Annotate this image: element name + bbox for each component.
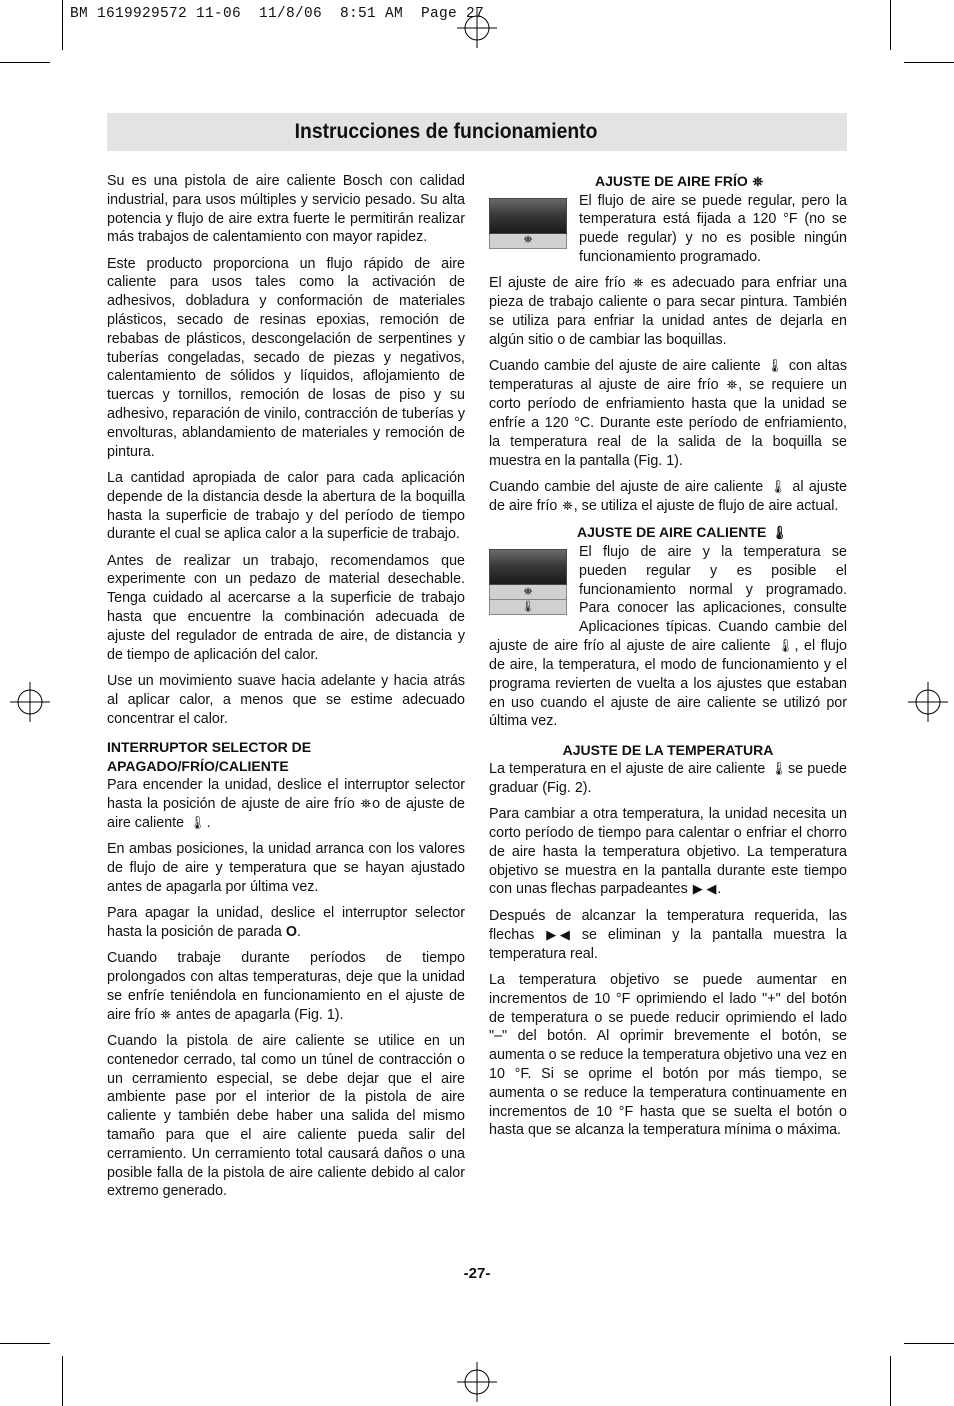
- print-slug: BM 1619929572 11-06 11/8/06 8:51 AM Page 27: [70, 6, 485, 22]
- paragraph: Cuando cambie del ajuste de aire caliente 🌡 al ajuste de aire frío ⛯, se utiliza el ajuste de flujo de aire actual.: [489, 478, 847, 515]
- display-mode-band: [489, 600, 567, 615]
- crop-mark: [904, 1343, 954, 1344]
- paragraph: La temperatura en el ajuste de aire caliente 🌡se puede graduar (Fig. 2).: [489, 761, 847, 796]
- fan-icon: ⛯: [752, 173, 764, 189]
- blink-arrows-icon: ▶ ◀: [546, 926, 570, 942]
- blink-arrows-icon: ▶ ◀: [692, 881, 717, 897]
- fan-icon: ⛯: [160, 1006, 171, 1022]
- right-column: [489, 172, 847, 1148]
- paragraph: Este producto proporciona un flujo rápido de aire caliente para usos tales como la activación de adhesivos, dobladura y conformación de materiales plásticos, secado de resinas epoxias, remoción de rebabas de plásticos, descongelación de serpentines y tuberías congeladas, secado de piezas y negativos, calentamiento de sólidos y líquidos, aflojamiento de tuercas y tornillos, remoción de losas de piso y su adhesivo, reparación de vinilo, contracción de tuberías y envolturas, ablandamiento de materiales y remoción de pintura.: [107, 255, 465, 460]
- registration-mark-right: [908, 682, 948, 722]
- crop-mark: [0, 62, 50, 63]
- paragraph: Para apagar la unidad, deslice el interruptor selector hasta la posición de parada O.: [107, 905, 465, 940]
- section-heading-temperature: AJUSTE DE LA TEMPERATURA: [562, 742, 774, 759]
- thermometer-icon: 🌡: [770, 761, 787, 777]
- paragraph: En ambas posiciones, la unidad arranca con los valores de flujo de aire y temperatura que se hayan ajustado antes de apagarla por última vez.: [107, 841, 465, 895]
- registration-mark-left: [10, 682, 50, 722]
- paragraph: Antes de realizar un trabajo, recomendamos que experimente con un pedazo de material desechable. Tenga cuidado al acercarse a la superficie de trabajo hasta que encuentre la combinación adecuada de ajuste del regulador de entrada de aire, de distancia y de tiempo de aplicación del calor.: [107, 552, 465, 663]
- crop-mark: [890, 0, 891, 50]
- display-mode-band: [489, 234, 567, 249]
- paragraph: Cuando la pistola de aire caliente se utilice en un contenedor cerrado, tal como un túnel de contracción o un cerramiento especial, se debe dejar que el aire ambiente pase por el interior de la pistola de aire caliente y también debe haber una salida del mismo tamaño para que el aire caliente pueda salir del cerramiento. Un cerramiento total causará daños o una posible falla de la pistola de aire caliente debido al calor extremo generado.: [107, 1033, 465, 1200]
- thermometer-icon: 🌡: [521, 600, 535, 613]
- paragraph: Use un movimiento suave hacia adelante y hacia atrás al aplicar calor, a menos que se estime adecuado concentrar el calor.: [107, 672, 465, 727]
- paragraph: Cuando cambie del ajuste de aire caliente 🌡 con altas temperaturas al ajuste de aire frío ⛯, se requiere un corto período de enfriamiento hasta que la unidad se enfríe a 120 °C. Durante este período de enfriamiento, la temperatura real de la salida de la boquilla se muestra en la pantalla (Fig. 1).: [489, 358, 847, 469]
- paragraph: La temperatura objetivo se puede aumentar en incrementos de 10 °F oprimiendo el lado "+" del botón de temperatura o se puede reducir oprimiendo el lado "–" del botón. Al oprimir brevemente el botón, se aumenta o se reduce la temperatura objetivo una vez en 10 °F. Si se oprime el botón por más tiempo, se aumenta o se reduce la temperatura continuamente en incrementos de 10 °F hasta que se suelta el botón o hasta que se alcanza la temperatura mínima o máxima.: [489, 972, 847, 1139]
- paragraph: La cantidad apropiada de calor para cada aplicación depende de la distancia desde la abertura de la boquilla hasta la superficie de trabajo y del período de tiempo durante el cual se aplica calor a la superficie de trabajo.: [107, 469, 465, 543]
- section-heading-cold: AJUSTE DE AIRE FRÍO ⛯: [489, 172, 847, 192]
- paragraph: Para encender la unidad, deslice el interruptor selector hasta la posición de ajuste de aire frío ⛯o de ajuste de aire caliente 🌡.: [107, 776, 465, 831]
- display-screen: [489, 549, 567, 585]
- crop-mark: [904, 62, 954, 63]
- thermometer-icon: 🌡: [769, 478, 787, 494]
- left-column: [107, 172, 465, 1209]
- title-bar: [107, 113, 847, 151]
- fan-icon: ⛯: [360, 795, 372, 811]
- paragraph: Para cambiar a otra temperatura, la unidad necesita un corto período de tiempo para calentar o enfriar el chorro de aire hasta la temperatura objetivo. La temperatura objetivo se muestra en la pantalla durante este tiempo con unas flechas parpadeantes ▶ ◀.: [489, 806, 847, 898]
- fan-icon: ⛯: [523, 234, 533, 247]
- display-illustration-hot: [489, 549, 567, 615]
- display-illustration-cold: [489, 198, 567, 249]
- crop-mark: [0, 1343, 50, 1344]
- section-heading-switch: INTERRUPTOR SELECTOR DE APAGADO/FRÍO/CALIENTE: [107, 739, 312, 775]
- crop-mark: [62, 0, 63, 50]
- thermometer-icon: 🌡: [766, 358, 783, 374]
- paragraph: El flujo de aire se puede regular, pero la temperatura está fijada a 120 °F (no se puede regular) y no es posible ningún funcionamiento programado.: [579, 192, 847, 266]
- fan-icon: ⛯: [562, 497, 573, 513]
- fan-icon: ⛯: [632, 275, 644, 291]
- page-number: -27-: [463, 1265, 491, 1282]
- registration-mark-bottom: [457, 1362, 497, 1402]
- paragraph: El flujo de aire y la temperatura se pueden regular y es posible el funcionamiento normal y programado. Para conocer las aplicaciones, consulte Aplicaciones típicas. Cuando cambie del ajuste de aire frío al ajuste de aire caliente 🌡, el flujo de aire, la temperatura, el modo de funcionamiento y el programa revierten de vuelta a los ajustes que estaban en uso cuando el ajuste de aire caliente se utilizó por última vez.: [489, 544, 847, 730]
- thermometer-icon: 🌡: [189, 814, 206, 830]
- paragraph: Su es una pistola de aire caliente Bosch con calidad industrial, para usos múltiples y servicio pesado. Su alta potencia y flujo de aire extra fuerte le permitirán realizar más trabajos de calentamiento con mayor rapidez.: [107, 173, 465, 246]
- fan-icon: ⛯: [523, 585, 533, 598]
- paragraph: Después de alcanzar la temperatura requerida, las flechas ▶ ◀ se eliminan y la pantalla muestra la temperatura real.: [489, 907, 847, 962]
- crop-mark: [62, 1356, 63, 1406]
- thermometer-icon: 🌡: [771, 525, 788, 541]
- section-heading-hot: AJUSTE DE AIRE CALIENTE 🌡: [489, 523, 847, 543]
- paragraph: Cuando trabaje durante períodos de tiempo prolongados con altas temperaturas, deje que la unidad se enfríe teniéndola en funcionamiento en el ajuste de aire frío ⛯ antes de apagarla (Fig. 1).: [107, 950, 465, 1023]
- crop-mark: [890, 1356, 891, 1406]
- page-title: Instrucciones de funcionamiento: [294, 120, 598, 143]
- paragraph: El ajuste de aire frío ⛯ es adecuado para enfriar una pieza de trabajo caliente o para secar pintura. También se utiliza para enfriar la unidad antes de dejarla en algún sitio o de cambiar las boquillas.: [489, 275, 847, 348]
- thermometer-icon: 🌡: [777, 638, 794, 654]
- display-screen: [489, 198, 567, 234]
- off-position-label: O: [285, 923, 297, 940]
- fan-icon: ⛯: [726, 377, 738, 393]
